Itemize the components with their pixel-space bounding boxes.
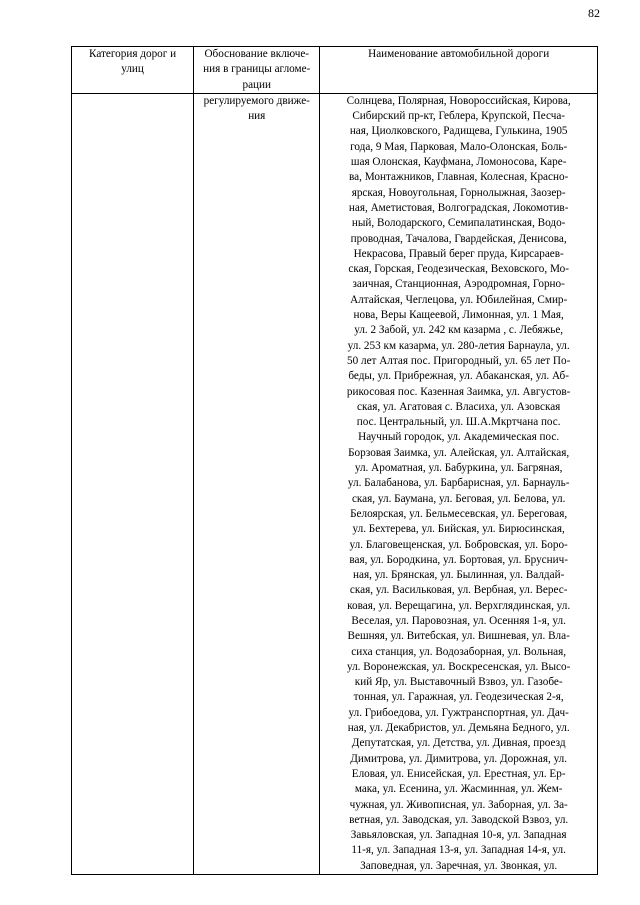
header-category bbox=[72, 47, 194, 94]
road-name-line: Еловая, ул. Енисейская, ул. Ерестная, ул. Ер- bbox=[351, 767, 566, 780]
road-name-line: 11-я, ул. Западная 13-я, ул. Западная 14-я, ул. bbox=[351, 844, 566, 857]
roads-table bbox=[71, 46, 598, 875]
road-name-line: 50 лет Алтая пос. Пригородный, ул. 65 лет По- bbox=[347, 354, 571, 367]
road-name-line: ная, ул. Декабристов, ул. Демьяна Бедного, ул. bbox=[347, 722, 570, 735]
header-basis bbox=[194, 47, 320, 94]
header-basis-line: ния в границы агломе- bbox=[203, 63, 311, 76]
road-name-line: рикосовая пос. Казенная Заимка, ул. Августов- bbox=[346, 385, 571, 398]
road-name-line: Веселая, ул. Паровозная, ул. Осенняя 1-я, ул. bbox=[351, 614, 566, 627]
road-name-line: ская, ул. Васильковая, ул. Вербная, ул. Верес- bbox=[349, 584, 568, 597]
road-name-line: Димитрова, ул. Димитрова, ул. Дорожная, ул. bbox=[350, 752, 568, 765]
header-category-line: Категория дорог и bbox=[89, 48, 177, 60]
road-name-line: ул. 2 Забой, ул. 242 км казарма , с. Лебяжье, bbox=[354, 324, 564, 337]
header-basis-line: рации bbox=[242, 78, 272, 91]
road-name-line: ярская, Новоугольная, Горнолыжная, Заозер- bbox=[351, 186, 566, 199]
road-name-line: ный, Володарского, Семипалатинская, Водо- bbox=[351, 217, 566, 230]
header-road-name-line: Наименование автомобильной дороги bbox=[368, 48, 550, 60]
road-name-line: нова, Веры Кащеевой, Лимонная, ул. 1 Мая, bbox=[353, 309, 564, 322]
page-number: 82 bbox=[588, 6, 600, 20]
road-name-line: ная, Циолковского, Радищева, Гулькина, 1905 bbox=[349, 125, 568, 138]
road-names-cell bbox=[320, 93, 598, 874]
road-name-line: Сибирский пр-кт, Геблера, Крупской, Песча- bbox=[352, 110, 566, 123]
road-name-line: пос. Центральный, ул. Ш.А.Мкртчана пос. bbox=[356, 416, 561, 429]
road-name-line: Некрасова, Правый берег пруда, Кирсараев- bbox=[353, 247, 564, 260]
road-name-line: чужная, ул. Живописная, ул. Заборная, ул. За- bbox=[349, 798, 568, 811]
road-name-line: Белоярская, ул. Бельмесевская, ул. Береговая, bbox=[350, 507, 568, 520]
basis-line: ния bbox=[248, 110, 266, 123]
table-header-row bbox=[72, 47, 598, 94]
road-name-line: ул. Благовещенская, ул. Бобровская, ул. Боро- bbox=[349, 538, 568, 551]
road-name-line: шая Олонская, Кауфмана, Ломоносова, Каре- bbox=[350, 156, 567, 169]
road-name-line: Вешняя, ул. Витебская, ул. Вишневая, ул. Вла- bbox=[347, 630, 570, 643]
road-name-line: заичная, Станционная, Аэродромная, Горно- bbox=[352, 278, 565, 291]
road-name-line: ветная, ул. Заводская, ул. Заводской Взвоз, ул. bbox=[349, 813, 569, 826]
road-name-line: ва, Монтажников, Главная, Колесная, Красно- bbox=[349, 171, 569, 184]
road-name-line: Борзовая Заимка, ул. Алейская, ул. Алтайская, bbox=[348, 446, 570, 459]
road-name-line: ул. 253 км казарма, ул. 280-летия Барнаула, ул. bbox=[347, 339, 570, 352]
road-name-line: Депутатская, ул. Детства, ул. Дивная, проезд bbox=[351, 737, 566, 750]
basis-cell bbox=[194, 93, 320, 874]
road-name-line: ская, ул. Баумана, ул. Беговая, ул. Белова, ул. bbox=[351, 492, 566, 505]
road-name-line: ская, Горская, Геодезическая, Веховского, Мо- bbox=[348, 263, 569, 276]
road-name-line: Научный городок, ул. Академическая пос. bbox=[358, 431, 560, 444]
road-name-line: ул. Ароматная, ул. Бабуркина, ул. Багряная, bbox=[354, 462, 563, 475]
road-name-line: Заповедная, ул. Заречная, ул. Звонкая, ул. bbox=[360, 859, 558, 872]
category-cell bbox=[72, 93, 194, 874]
road-name-line: ская, ул. Агатовая с. Власиха, ул. Азовская bbox=[357, 400, 561, 413]
road-name-line: ковая, ул. Верещагина, ул. Верхглядинская, ул. bbox=[347, 599, 571, 612]
road-name-line: ул. Бехтерева, ул. Бийская, ул. Бирюсинская, bbox=[352, 523, 565, 536]
header-category-line: улиц bbox=[121, 63, 144, 76]
road-name-line: беды, ул. Прибрежная, ул. Абаканская, ул. Аб- bbox=[348, 370, 569, 383]
road-name-line: года, 9 Мая, Парковая, Мало-Олонская, Боль- bbox=[350, 140, 568, 153]
road-name-line: сиха станция, ул. Водозаборная, ул. Вольная, bbox=[351, 645, 567, 658]
table-row bbox=[72, 93, 598, 874]
road-name-line: вая, ул. Бородкина, ул. Бортовая, ул. Бруснич- bbox=[349, 553, 568, 566]
road-name-line: проводная, Тачалова, Гвардейская, Денисова, bbox=[350, 232, 567, 245]
header-basis-line: Обоснование включе- bbox=[204, 48, 310, 60]
road-name-line: ная, ул. Брянская, ул. Былинная, ул. Валдай- bbox=[353, 569, 565, 582]
road-name-line: ная, Аметистовая, Волгоградская, Локомотив- bbox=[348, 201, 569, 214]
header-road-name bbox=[320, 47, 598, 94]
road-name-line: Солнцева, Полярная, Новороссийская, Кирова, bbox=[346, 94, 571, 107]
road-name-line: тонная, ул. Гаражная, ул. Геодезическая 2-я, bbox=[353, 691, 564, 704]
road-name-line: мака, ул. Есенина, ул. Жасминная, ул. Жем- bbox=[354, 783, 563, 796]
road-name-line: ул. Воронежская, ул. Воскресенская, ул. Высо- bbox=[347, 660, 571, 673]
road-name-line: кий Яр, ул. Выставочный Взвоз, ул. Газобе- bbox=[354, 676, 563, 689]
road-name-line: ул. Грибоедова, ул. Гужтранспортная, ул. Дач- bbox=[348, 706, 569, 719]
road-name-line: Алтайская, Чеглецова, ул. Юбилейная, Смир- bbox=[350, 293, 568, 306]
road-name-line: ул. Балабанова, ул. Барбарисная, ул. Барнауль- bbox=[347, 477, 570, 490]
road-name-line: Завьяловская, ул. Западная 10-я, ул. Западная bbox=[350, 829, 567, 842]
basis-line: регулируемого движе- bbox=[203, 94, 310, 107]
